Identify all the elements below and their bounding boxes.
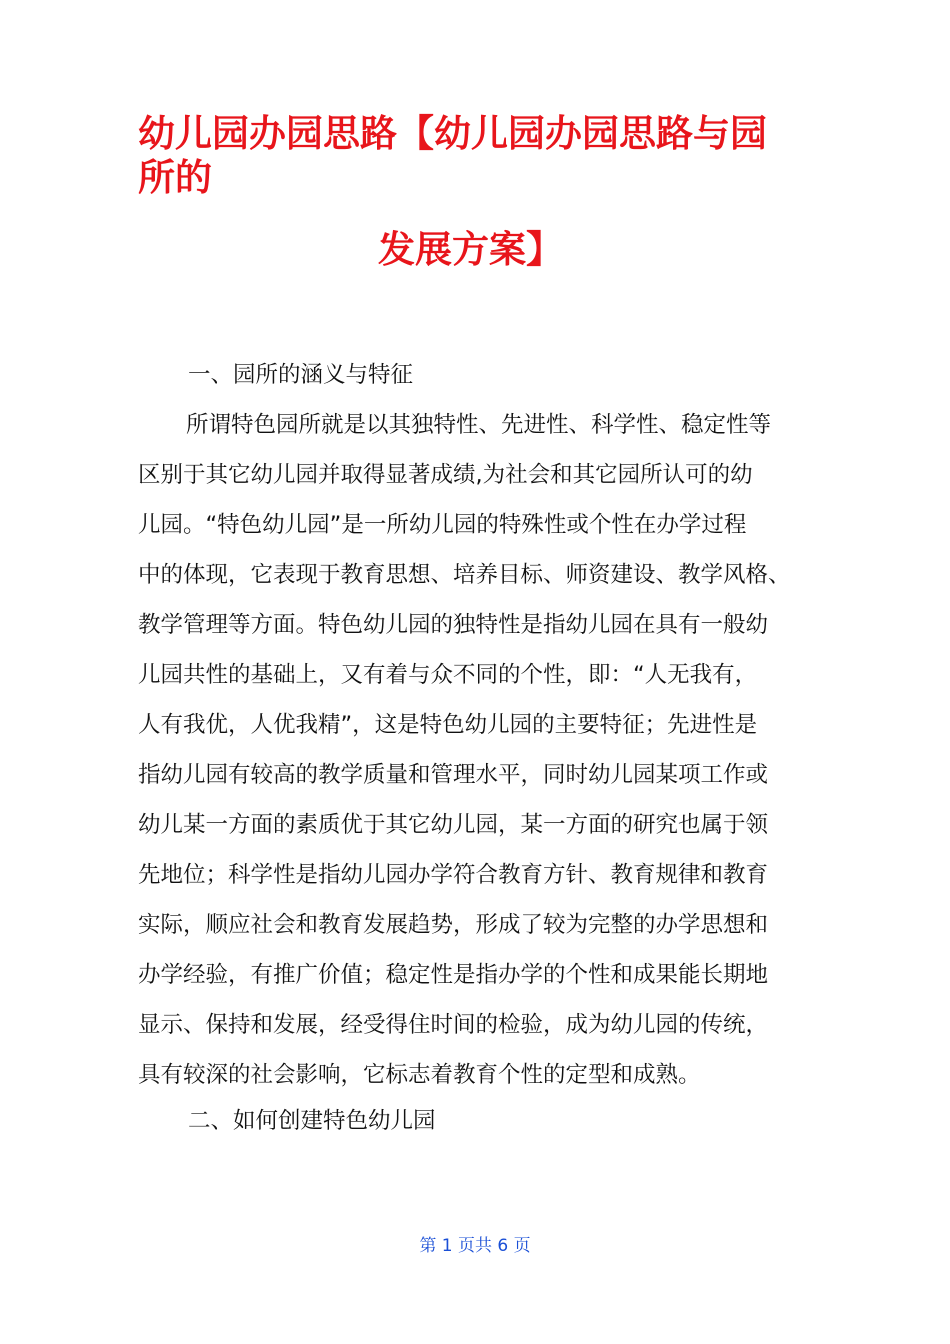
paragraph-1 [138,400,818,1100]
paragraph-line: 所谓特色园所就是以其独特性、先进性、科学性、稳定性等 [186,412,772,438]
paragraph-line: 教学管理等方面。特色幼儿园的独特性是指幼儿园在具有一般幼 [138,612,769,638]
document-title-line-1: 幼儿园办园思路【幼儿园办园思路与园 [138,112,767,155]
page-footer: 第 1 页共 6 页 [419,1236,531,1256]
paragraph-line: 指幼儿园有较高的教学质量和管理水平，同时幼儿园某项工作或 [138,762,769,788]
paragraph-line: 具有较深的社会影响，它标志着教育个性的定型和成熟。 [138,1062,701,1088]
paragraph-line: 幼儿某一方面的素质优于其它幼儿园，某一方面的研究也属于领 [138,812,769,838]
section-heading-2: 二、如何创建特色幼儿园 [188,1108,436,1134]
paragraph-line: 实际，顺应社会和教育发展趋势，形成了较为完整的办学思想和 [138,912,769,938]
paragraph-line: 中的体现，它表现于教育思想、培养目标、师资建设、教学风格、 [138,562,791,588]
paragraph-line: 显示、保持和发展，经受得住时间的检验，成为幼儿园的传统， [138,1012,769,1038]
paragraph-line: 儿园共性的基础上，又有着与众不同的个性，即：“人无我有， [138,662,758,688]
section-heading-1: 一、园所的涵义与特征 [188,362,414,388]
document-title-line-3: 发展方案】 [378,228,563,271]
paragraph-line: 儿园。“特色幼儿园”是一所幼儿园的特殊性或个性在办学过程 [138,512,747,538]
paragraph-line: 区别于其它幼儿园并取得显著成绩,为社会和其它园所认可的幼 [138,462,753,488]
document-title-line-2: 所的 [138,156,212,199]
paragraph-line: 人有我优，人优我精”，这是特色幼儿园的主要特征；先进性是 [138,712,758,738]
paragraph-line: 办学经验，有推广价值；稳定性是指办学的个性和成果能长期地 [138,962,769,988]
paragraph-line: 先地位；科学性是指幼儿园办学符合教育方针、教育规律和教育 [138,862,769,888]
